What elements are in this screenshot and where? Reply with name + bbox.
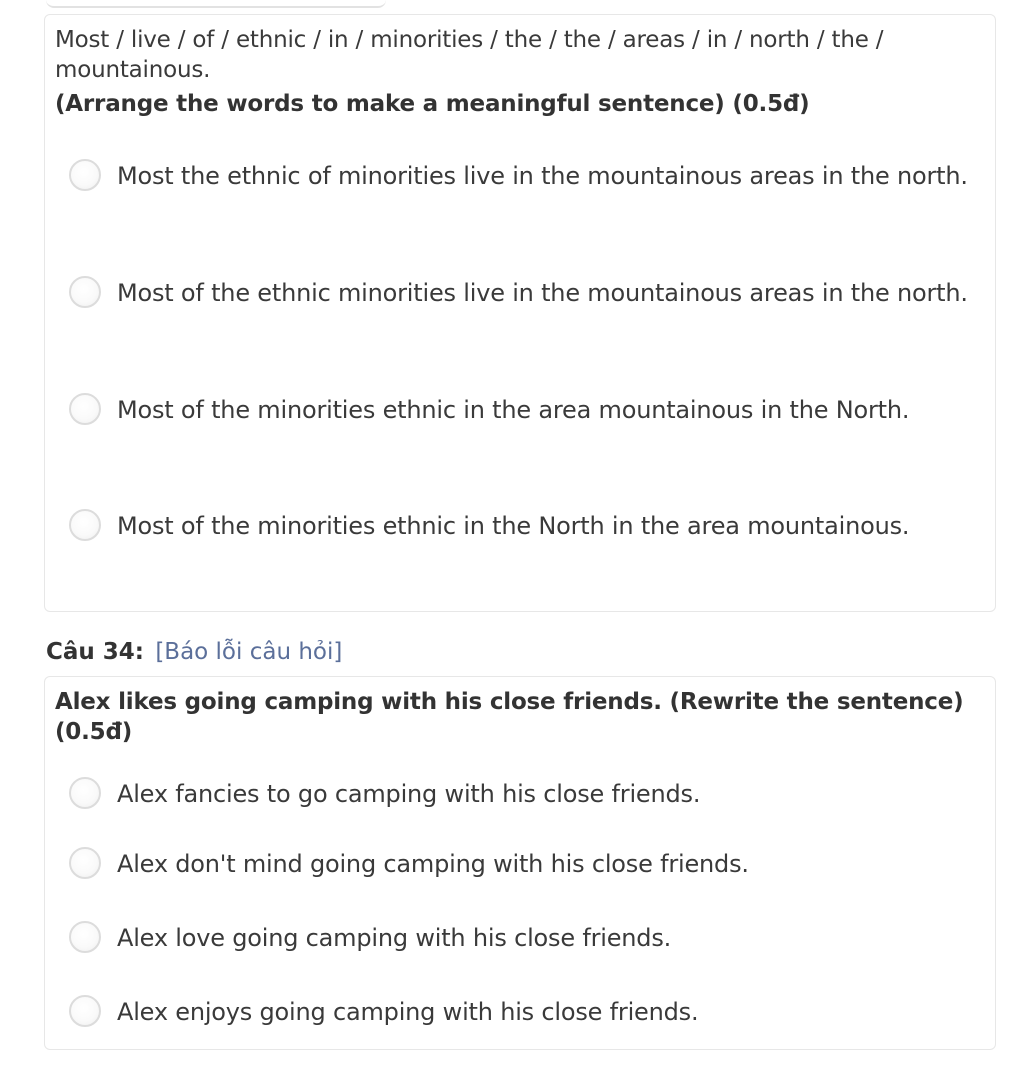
- radio-button[interactable]: [69, 276, 101, 308]
- option-text: Alex fancies to go camping with his close friends.: [117, 780, 701, 808]
- radio-button[interactable]: [69, 847, 101, 879]
- radio-button[interactable]: [69, 509, 101, 541]
- option-text: Most of the minorities ethnic in the North in the area mountainous.: [117, 512, 910, 540]
- radio-button[interactable]: [69, 995, 101, 1027]
- answer-option-a[interactable]: [69, 773, 973, 815]
- option-text: Most of the ethnic minorities live in the mountainous areas in the north.: [117, 279, 968, 307]
- question-number: Câu 34:: [46, 639, 144, 665]
- answer-option-d[interactable]: [69, 505, 973, 547]
- report-error-link[interactable]: [Báo lỗi câu hỏi]: [155, 639, 343, 665]
- answer-option-c[interactable]: [69, 917, 973, 959]
- question-prompt: Most / live / of / ethnic / in / minorities / the / the / areas / in / north / the / mountainous.: [55, 27, 884, 83]
- answer-option-b[interactable]: [69, 843, 973, 885]
- option-text: Alex don't mind going camping with his close friends.: [117, 850, 749, 878]
- radio-button[interactable]: [69, 159, 101, 191]
- radio-button[interactable]: [69, 777, 101, 809]
- radio-button[interactable]: [69, 921, 101, 953]
- option-text: Most of the minorities ethnic in the area mountainous in the North.: [117, 396, 910, 424]
- answer-option-a[interactable]: [69, 155, 973, 197]
- question-instruction: (Arrange the words to make a meaningful sentence) (0.5đ): [55, 91, 810, 117]
- previous-header-fragment: [46, 0, 386, 8]
- option-text: Alex enjoys going camping with his close friends.: [117, 998, 699, 1026]
- answer-option-c[interactable]: [69, 389, 973, 431]
- question-header-34: [46, 636, 342, 668]
- option-text: Alex love going camping with his close friends.: [117, 924, 672, 952]
- radio-button[interactable]: [69, 393, 101, 425]
- answer-option-d[interactable]: [69, 991, 973, 1033]
- question-prompt: Alex likes going camping with his close friends. (Rewrite the sentence) (0.5đ): [55, 689, 964, 745]
- question-card-34: [44, 676, 996, 1050]
- question-card-33: [44, 14, 996, 612]
- option-text: Most the ethnic of minorities live in the mountainous areas in the north.: [117, 162, 968, 190]
- answer-option-b[interactable]: [69, 272, 973, 314]
